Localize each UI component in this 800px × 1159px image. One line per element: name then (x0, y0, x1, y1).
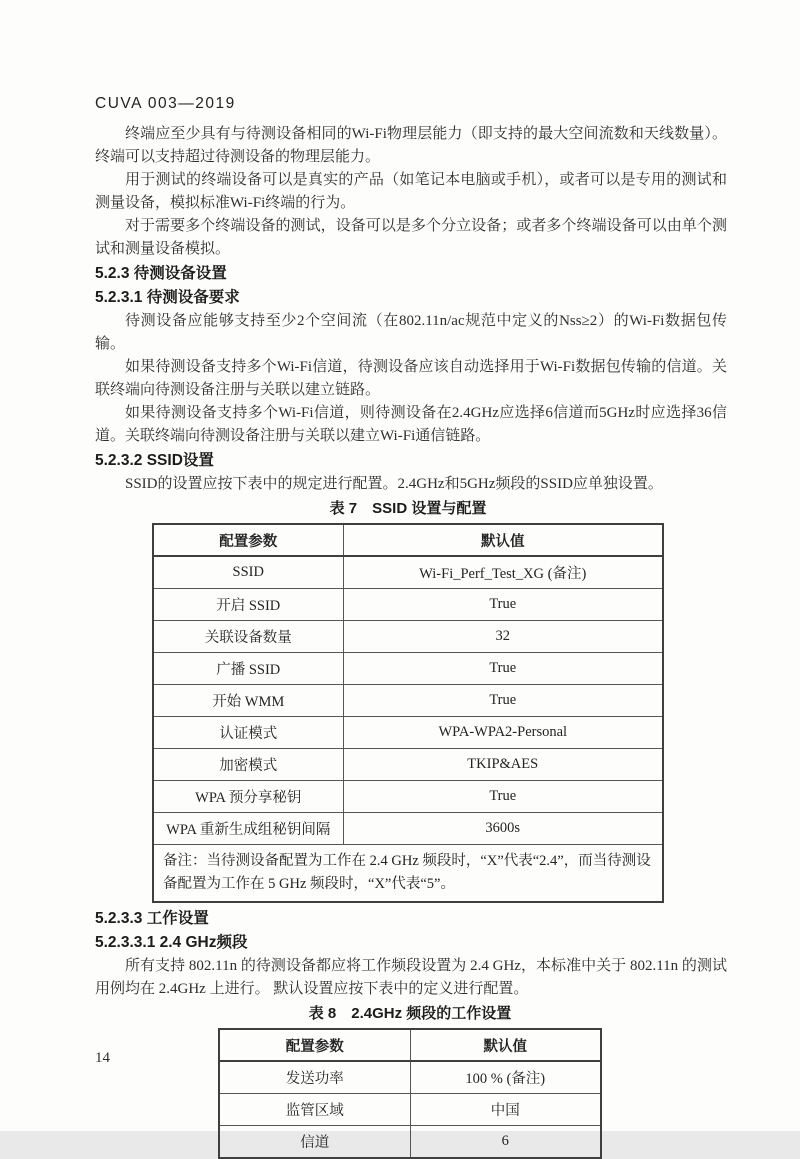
table-note-row (153, 845, 663, 903)
table-cell: WPA 重新生成组秘钥间隔 (153, 813, 343, 845)
table-cell: 加密模式 (153, 749, 343, 781)
column-header: 默认值 (410, 1029, 601, 1061)
table-cell: TKIP&AES (343, 749, 663, 781)
table-cell: 监管区域 (219, 1094, 410, 1126)
table-cell: Wi-Fi_Perf_Test_XG (备注) (343, 556, 663, 589)
table-7 (152, 523, 664, 903)
table-header-row (219, 1029, 601, 1061)
table-7-body (153, 556, 663, 845)
section-heading-5-2-3-3: 5.2.3.3 工作设置 (95, 910, 209, 927)
table-8 (218, 1028, 602, 1159)
table-cell: True (343, 685, 663, 717)
table-cell: 广播 SSID (153, 653, 343, 685)
column-header: 默认值 (343, 524, 663, 556)
section-heading-5-2-3-3-1: 5.2.3.3.1 2.4 GHz频段 (95, 934, 248, 951)
table-row (219, 1094, 601, 1126)
table-cell: True (343, 781, 663, 813)
page-number: 14 (95, 1050, 110, 1066)
table-cell: 32 (343, 621, 663, 653)
table-cell: 100 % (备注) (410, 1061, 601, 1094)
table-row (153, 717, 663, 749)
paragraph: 所有支持 802.11n 的待测设备都应将工作频段设置为 2.4 GHz，本标准中关于 802.11n 的测试用例均在 2.4GHz 上进行。 默认设置应按下表中的定义进行配置。 (95, 958, 727, 997)
table-8-caption: 表 8 2.4GHz 频段的工作设置 (308, 1005, 512, 1022)
table-row (153, 813, 663, 845)
table-header-row (153, 524, 663, 556)
doc-code: CUVA 003—2019 (95, 95, 236, 112)
table-row (153, 621, 663, 653)
table-row (153, 556, 663, 589)
column-header: 配置参数 (153, 524, 343, 556)
table-8-container (218, 1004, 602, 1159)
paragraph: 待测设备应能够支持至少2个空间流（在802.11n/ac规范中定义的Nss≥2）的Wi-Fi数据包传输。 (95, 313, 727, 352)
table-cell: 3600s (343, 813, 663, 845)
page-content (95, 95, 727, 1159)
paragraph: 如果待测设备支持多个Wi-Fi信道，待测设备应该自动选择用于Wi-Fi数据包传输的信道。关联终端向待测设备注册与关联以建立链路。 (95, 359, 727, 398)
table-cell: True (343, 589, 663, 621)
table-cell: 关联设备数量 (153, 621, 343, 653)
table-row (153, 589, 663, 621)
table-row (153, 685, 663, 717)
column-header: 配置参数 (219, 1029, 410, 1061)
table-cell: WPA-WPA2-Personal (343, 717, 663, 749)
table-cell: 开启 SSID (153, 589, 343, 621)
table-cell: WPA 预分享秘钥 (153, 781, 343, 813)
paragraph: 对于需要多个终端设备的测试，设备可以是多个分立设备；或者多个终端设备可以由单个测试和测量设备模拟。 (95, 218, 727, 257)
table-cell: SSID (153, 556, 343, 589)
section-heading-5-2-3-1: 5.2.3.1 待测设备要求 (95, 289, 240, 306)
table-7-note: 备注：当待测设备配置为工作在 2.4 GHz 频段时，“X”代表“2.4”，而当待测设备配置为工作在 5 GHz 频段时，“X”代表“5”。 (153, 845, 663, 903)
section-heading-5-2-3-2: 5.2.3.2 SSID设置 (95, 452, 214, 469)
table-cell: 认证模式 (153, 717, 343, 749)
section-heading-5-2-3: 5.2.3 待测设备设置 (95, 265, 227, 282)
table-cell: True (343, 653, 663, 685)
table-row (153, 653, 663, 685)
paragraph: SSID的设置应按下表中的规定进行配置。2.4GHz和5GHz频段的SSID应单独设置。 (125, 476, 663, 492)
table-cell: 开始 WMM (153, 685, 343, 717)
table-row (219, 1126, 601, 1159)
paragraph: 如果待测设备支持多个Wi-Fi信道，则待测设备在2.4GHz应选择6信道而5GHz时应选择36信道。关联终端向待测设备注册与关联以建立Wi-Fi通信链路。 (95, 405, 727, 444)
table-row (153, 749, 663, 781)
paragraph: 终端应至少具有与待测设备相同的Wi-Fi物理层能力（即支持的最大空间流数和天线数量）。终端可以支持超过待测设备的物理层能力。 (95, 126, 727, 165)
table-cell: 中国 (410, 1094, 601, 1126)
table-cell: 6 (410, 1126, 601, 1159)
table-cell: 信道 (219, 1126, 410, 1159)
table-row (219, 1061, 601, 1094)
table-7-caption: 表 7 SSID 设置与配置 (329, 500, 487, 517)
paragraph: 用于测试的终端设备可以是真实的产品（如笔记本电脑或手机），或者可以是专用的测试和测量设备，模拟标准Wi-Fi终端的行为。 (95, 172, 727, 211)
table-row (153, 781, 663, 813)
table-8-body (219, 1061, 601, 1158)
table-7-container (152, 499, 664, 903)
table-cell: 发送功率 (219, 1061, 410, 1094)
